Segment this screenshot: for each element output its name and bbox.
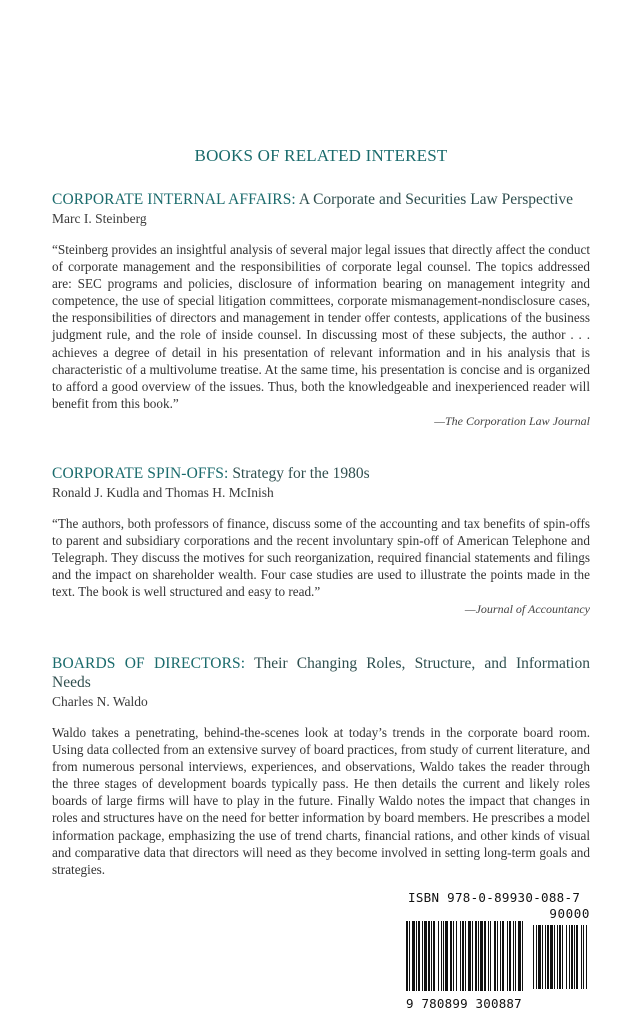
book-subtitle: Their Changing Roles, Structure, and Information Needs xyxy=(52,655,590,691)
book-title xyxy=(52,190,590,209)
book-title-main: CORPORATE INTERNAL AFFAIRS: xyxy=(52,191,296,208)
barcode-bar xyxy=(406,921,408,991)
barcode-bar xyxy=(571,925,573,989)
barcode-bar xyxy=(545,925,546,989)
barcode-bar xyxy=(422,921,423,991)
barcode-bar xyxy=(468,921,471,991)
barcode-bar xyxy=(559,925,561,989)
review-source: —Journal of Accountancy xyxy=(464,602,590,617)
barcode-bar xyxy=(500,921,501,991)
book-review: “Steinberg provides an insightful analysis of several major legal issues that directly affect the conduct of corporate management and the responsibilities of corporate legal counsel. The topics addressed are: SEC programs and policies, disclosure of information bearing on management integrity and competence, the use of special litigation committees, corporate mismanagement-nondisclosure cases, the responsibilities of directors and management in tender offer contests, applications of the business judgment rule, and the role of inside counsel. In discussing most of these subjects, the author . . . achieves a degree of detail in his presentation of relevant information and in his analysis that is characteristic of a multivolume treatise. At the same time, his presentation is concise and is organized to afford a good overview of the issues. Thus, both the knowledgeable and inexperienced reader will benefit from this book.” xyxy=(52,242,590,411)
barcode-bar xyxy=(438,921,439,991)
barcode-bar xyxy=(480,921,483,991)
barcode-bar xyxy=(536,925,537,989)
barcode-bar xyxy=(475,921,477,991)
book-author: Ronald J. Kudla and Thomas H. McInish xyxy=(52,485,274,500)
barcode-bar xyxy=(465,921,466,991)
barcode-bar xyxy=(562,925,563,989)
barcode-bar xyxy=(518,921,521,991)
book-title-main: CORPORATE SPIN-OFFS: xyxy=(52,465,229,482)
barcode-bar xyxy=(462,921,464,991)
book-review: Waldo takes a penetrating, behind-the-scenes look at today’s trends in the corporate board room. Using data collected from an extensive survey of board practices, from study of current literature, and from numerous personal interviews, experiences, and observations, Waldo takes the reader through the three stages of development boards typically pass. He then details the current and likely roles boards of large firms will have to play in the future. Finally Waldo notes the impact that changes in roles and structures have on the need for better information by board members. He prescribes a model information package, emphasizing the use of trend charts, financial rations, and other kinds of visual and comparative data that directors will need as they become involved in setting long-term goals and strategies. xyxy=(52,725,590,877)
barcode-bar xyxy=(418,921,420,991)
barcode-bar xyxy=(443,921,444,991)
barcode-bar xyxy=(550,925,553,989)
book-entry-1 xyxy=(52,190,590,429)
book-review: “The authors, both professors of finance, discuss some of the accounting and tax benefits of spin-offs to parent and subsidiary corporations and the recent involuntary spin-off of American Telephone and Telegraph. They discuss the motives for such reorganization, required financial statements and filings and the impact on shareholder wealth. Four case studies are used to illustrate the points made in the text. The book is well structured and easy to read.” xyxy=(52,516,590,600)
book-title-main: BOARDS OF DIRECTORS: xyxy=(52,655,246,672)
barcode-bar xyxy=(569,925,570,989)
barcode-bar xyxy=(522,921,523,991)
book-entry-3 xyxy=(52,654,590,878)
book-author: Charles N. Waldo xyxy=(52,694,148,709)
book-subtitle: Strategy for the 1980s xyxy=(232,465,370,482)
barcode-bar xyxy=(460,921,461,991)
barcode-bar xyxy=(507,921,508,991)
barcode-bar xyxy=(456,921,457,991)
barcode-bar xyxy=(490,921,491,991)
barcode-bar xyxy=(581,925,582,989)
barcode-bar xyxy=(574,925,575,989)
barcode-bar xyxy=(554,925,555,989)
barcode-bar xyxy=(566,925,567,989)
barcode-bar xyxy=(542,925,543,989)
barcode-bar xyxy=(441,921,442,991)
barcode-bar xyxy=(538,925,541,989)
book-author: Marc I. Steinberg xyxy=(52,211,147,226)
barcode-bar xyxy=(533,925,534,989)
barcode-bar xyxy=(557,925,558,989)
price-code: 90000 xyxy=(549,906,590,921)
barcode-bar xyxy=(433,921,435,991)
barcode-bar xyxy=(472,921,473,991)
barcode-bar xyxy=(428,921,430,991)
barcode-bar xyxy=(513,921,514,991)
isbn-label: ISBN 978-0-89930-088-7 xyxy=(408,890,581,905)
isbn-barcode xyxy=(404,890,590,1014)
barcode-bar xyxy=(484,921,486,991)
book-subtitle: A Corporate and Securities Law Perspective xyxy=(298,191,574,208)
barcode-bar xyxy=(450,921,452,991)
page-title: BOOKS OF RELATED INTEREST xyxy=(194,146,448,165)
barcode-bar xyxy=(583,925,584,989)
barcode-bars xyxy=(404,921,590,997)
book-entry-2 xyxy=(52,464,590,617)
barcode-bar xyxy=(453,921,454,991)
barcode-bar xyxy=(416,921,417,991)
barcode-bar xyxy=(502,921,504,991)
book-title xyxy=(52,654,590,692)
barcode-bar xyxy=(488,921,489,991)
barcode-bar xyxy=(494,921,496,991)
barcode-bar xyxy=(576,925,578,989)
barcode-bar xyxy=(409,921,410,991)
review-source: —The Corporation Law Journal xyxy=(434,413,590,428)
barcode-bar xyxy=(547,925,549,989)
barcode-bar xyxy=(445,921,448,991)
barcode-bar xyxy=(478,921,479,991)
barcode-bar xyxy=(509,921,511,991)
book-title xyxy=(52,464,590,483)
barcode-bar xyxy=(431,921,432,991)
barcode-bar xyxy=(424,921,427,991)
barcode-bar xyxy=(412,921,415,991)
barcode-bar xyxy=(586,925,587,989)
barcode-digits: 9 780899 300887 xyxy=(406,996,522,1011)
barcode-bar xyxy=(497,921,498,991)
barcode-bar xyxy=(515,921,516,991)
